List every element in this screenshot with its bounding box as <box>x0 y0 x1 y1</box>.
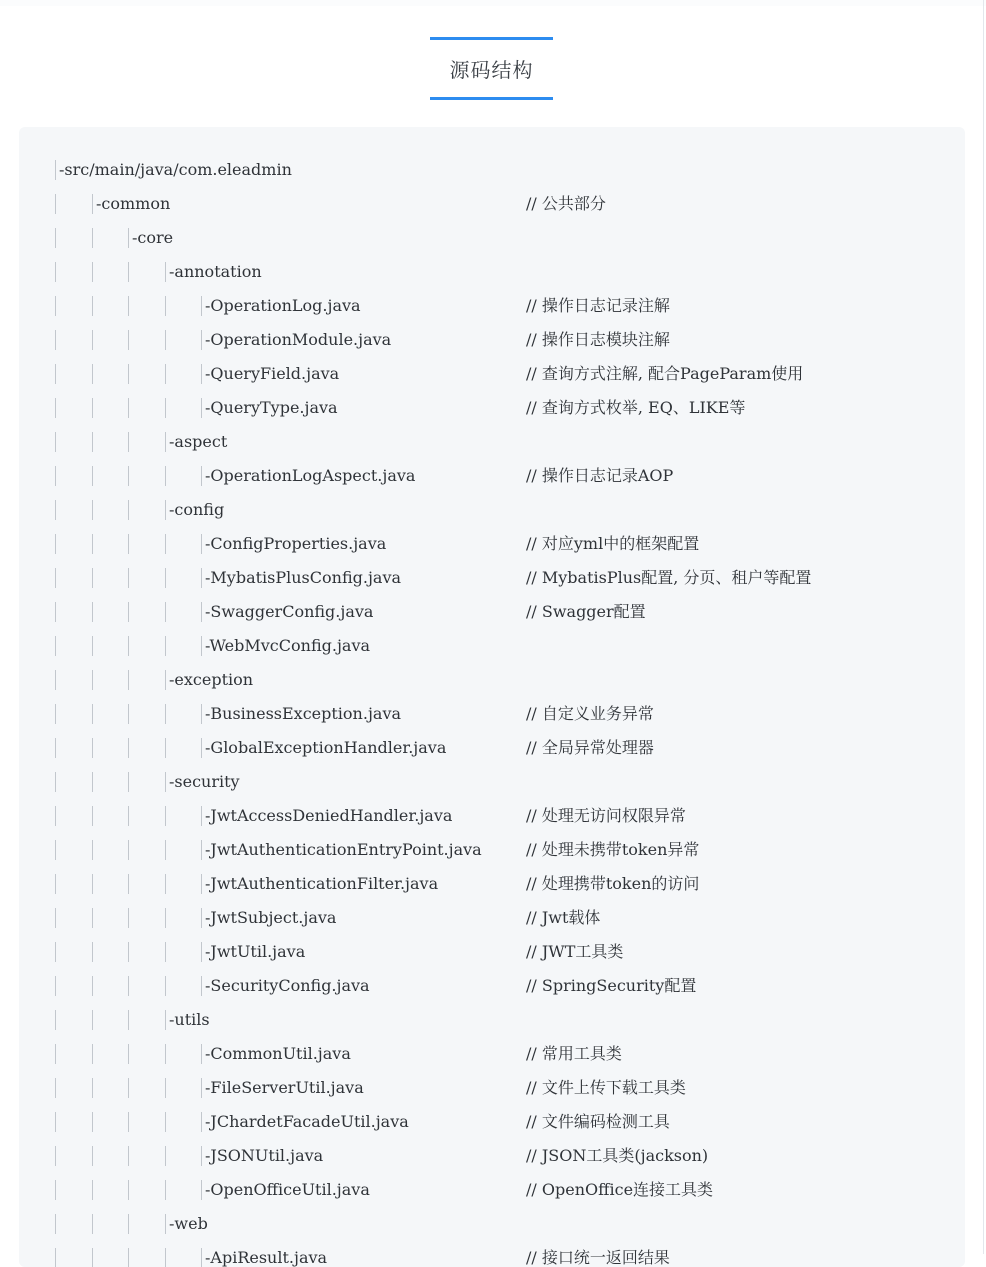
tree-guide-bar <box>128 840 129 860</box>
tree-node-comment: // 查询方式枚举, EQ、LIKE等 <box>526 398 746 417</box>
tree-guide-bar <box>128 466 129 486</box>
tree-line <box>19 935 965 969</box>
tree-guide-bar <box>128 1078 129 1098</box>
tree-guide-bar <box>128 568 129 588</box>
tree-node-name: -JwtAccessDeniedHandler.java <box>205 806 453 825</box>
tree-guide-bar <box>165 500 166 520</box>
tree-node-name: -JSONUtil.java <box>205 1146 324 1165</box>
tree-guide-bar <box>165 908 166 928</box>
tree-node-name: -exception <box>169 670 254 689</box>
tree-guide-bar <box>55 160 56 180</box>
tree-line <box>19 1139 965 1173</box>
tree-line <box>19 969 965 1003</box>
tree-guide-bar <box>55 1078 56 1098</box>
tree-node-comment: // Swagger配置 <box>526 602 646 621</box>
tree-node-name: -SwaggerConfig.java <box>205 602 374 621</box>
tree-node-comment: // 对应yml中的框架配置 <box>526 534 700 553</box>
tree-line <box>19 731 965 765</box>
tree-guide-bar <box>128 602 129 622</box>
tree-guide-bar <box>55 636 56 656</box>
tree-guide-bar <box>92 1010 93 1030</box>
tree-guide-bar <box>165 976 166 996</box>
tree-guide-bar <box>165 636 166 656</box>
tree-guide-bar <box>201 398 202 418</box>
tree-line <box>19 425 965 459</box>
tree-node-comment: // 操作日志记录注解 <box>526 296 670 315</box>
tree-line <box>19 1037 965 1071</box>
tree-node-name: -OperationLogAspect.java <box>205 466 416 485</box>
tree-guide-bar <box>128 1214 129 1234</box>
tree-line <box>19 833 965 867</box>
tree-guide-bar <box>55 364 56 384</box>
tree-guide-bar <box>201 364 202 384</box>
tree-node-comment: // 查询方式注解, 配合PageParam使用 <box>526 364 804 383</box>
tree-guide-bar <box>165 942 166 962</box>
tree-guide-bar <box>128 1010 129 1030</box>
tree-guide-bar <box>128 704 129 724</box>
tree-node-name: -JwtAuthenticationFilter.java <box>205 874 439 893</box>
tree-guide-bar <box>55 704 56 724</box>
tree-guide-bar <box>128 228 129 248</box>
tree-guide-bar <box>165 1112 166 1132</box>
tree-guide-bar <box>128 772 129 792</box>
tree-line <box>19 1173 965 1207</box>
tree-guide-bar <box>165 1248 166 1267</box>
tree-node-comment: // 文件上传下载工具类 <box>526 1078 686 1097</box>
tree-guide-bar <box>55 840 56 860</box>
tree-line <box>19 629 965 663</box>
tree-node-comment: // SpringSecurity配置 <box>526 976 697 995</box>
tree-guide-bar <box>55 1044 56 1064</box>
section-title-box <box>430 37 553 100</box>
tree-node-name: -QueryField.java <box>205 364 340 383</box>
tree-guide-bar <box>55 670 56 690</box>
tree-guide-bar <box>201 1078 202 1098</box>
section-title: 源码结构 <box>449 58 534 82</box>
tree-guide-bar <box>165 398 166 418</box>
tree-guide-bar <box>92 262 93 282</box>
tree-line <box>19 357 965 391</box>
tree-guide-bar <box>201 636 202 656</box>
tree-guide-bar <box>92 976 93 996</box>
tree-node-name: -config <box>169 500 225 519</box>
tree-guide-bar <box>165 704 166 724</box>
tree-guide-bar <box>92 398 93 418</box>
tree-guide-bar <box>92 194 93 214</box>
page-top-edge <box>0 0 986 6</box>
tree-guide-bar <box>165 1146 166 1166</box>
tree-node-name: -core <box>132 228 174 247</box>
tree-guide-bar <box>165 364 166 384</box>
tree-guide-bar <box>55 330 56 350</box>
tree-guide-bar <box>201 568 202 588</box>
tree-node-name: -JwtUtil.java <box>205 942 306 961</box>
tree-guide-bar <box>128 670 129 690</box>
tree-guide-bar <box>165 602 166 622</box>
tree-line <box>19 221 965 255</box>
tree-guide-bar <box>201 908 202 928</box>
tree-node-comment: // JSON工具类(jackson) <box>526 1146 709 1165</box>
tree-node-comment: // 常用工具类 <box>526 1044 622 1063</box>
tree-guide-bar <box>92 296 93 316</box>
tree-guide-bar <box>55 942 56 962</box>
tree-node-comment: // 公共部分 <box>526 194 606 213</box>
tree-guide-bar <box>165 534 166 554</box>
tree-node-name: -aspect <box>169 432 228 451</box>
tree-guide-bar <box>128 1146 129 1166</box>
tree-line <box>19 799 965 833</box>
tree-guide-bar <box>201 874 202 894</box>
tree-guide-bar <box>55 466 56 486</box>
tree-guide-bar <box>55 262 56 282</box>
source-tree <box>19 153 965 1267</box>
tree-guide-bar <box>128 1248 129 1267</box>
tree-guide-bar <box>165 466 166 486</box>
tree-node-name: -BusinessException.java <box>205 704 402 723</box>
tree-guide-bar <box>165 296 166 316</box>
tree-node-name: -OpenOfficeUtil.java <box>205 1180 370 1199</box>
tree-guide-bar <box>165 568 166 588</box>
tree-guide-bar <box>92 500 93 520</box>
tree-guide-bar <box>165 1010 166 1030</box>
tree-guide-bar <box>128 976 129 996</box>
tree-line <box>19 697 965 731</box>
tree-guide-bar <box>92 1044 93 1064</box>
tree-guide-bar <box>55 806 56 826</box>
tree-guide-bar <box>128 500 129 520</box>
tree-guide-bar <box>128 636 129 656</box>
tree-node-name: -JwtAuthenticationEntryPoint.java <box>205 840 482 859</box>
tree-guide-bar <box>55 1214 56 1234</box>
tree-guide-bar <box>55 908 56 928</box>
tree-node-name: -common <box>96 194 171 213</box>
tree-node-name: -ConfigProperties.java <box>205 534 387 553</box>
tree-line <box>19 663 965 697</box>
tree-node-name: -SecurityConfig.java <box>205 976 370 995</box>
tree-guide-bar <box>128 874 129 894</box>
tree-line <box>19 765 965 799</box>
tree-node-name: -annotation <box>169 262 262 281</box>
tree-guide-bar <box>165 738 166 758</box>
tree-guide-bar <box>128 534 129 554</box>
tree-guide-bar <box>92 704 93 724</box>
tree-guide-bar <box>55 1248 56 1267</box>
tree-guide-bar <box>128 1180 129 1200</box>
tree-node-comment: // 全局异常处理器 <box>526 738 654 757</box>
tree-guide-bar <box>92 1078 93 1098</box>
tree-node-name: -web <box>169 1214 208 1233</box>
tree-guide-bar <box>92 228 93 248</box>
tree-guide-bar <box>55 976 56 996</box>
tree-node-name: -security <box>169 772 240 791</box>
tree-guide-bar <box>55 1180 56 1200</box>
tree-guide-bar <box>128 1044 129 1064</box>
tree-line <box>19 867 965 901</box>
tree-line <box>19 595 965 629</box>
tree-guide-bar <box>165 772 166 792</box>
tree-line <box>19 561 965 595</box>
tree-guide-bar <box>92 364 93 384</box>
tree-guide-bar <box>201 1248 202 1267</box>
tree-guide-bar <box>165 1078 166 1098</box>
tree-guide-bar <box>165 1180 166 1200</box>
tree-guide-bar <box>55 500 56 520</box>
tree-guide-bar <box>128 296 129 316</box>
tree-guide-bar <box>165 874 166 894</box>
tree-guide-bar <box>55 296 56 316</box>
tree-node-comment: // 处理未携带token异常 <box>526 840 700 859</box>
tree-guide-bar <box>92 874 93 894</box>
tree-guide-bar <box>92 330 93 350</box>
tree-guide-bar <box>92 602 93 622</box>
tree-line <box>19 901 965 935</box>
tree-line <box>19 255 965 289</box>
tree-node-comment: // 文件编码检测工具 <box>526 1112 670 1131</box>
tree-guide-bar <box>201 1044 202 1064</box>
tree-guide-bar <box>201 942 202 962</box>
tree-guide-bar <box>55 602 56 622</box>
tree-guide-bar <box>92 840 93 860</box>
tree-line <box>19 323 965 357</box>
tree-guide-bar <box>201 534 202 554</box>
tree-line <box>19 1003 965 1037</box>
tree-node-comment: // 接口统一返回结果 <box>526 1248 670 1267</box>
tree-guide-bar <box>55 194 56 214</box>
tree-line <box>19 289 965 323</box>
tree-guide-bar <box>201 466 202 486</box>
tree-guide-bar <box>165 840 166 860</box>
tree-guide-bar <box>128 942 129 962</box>
tree-node-name: -ApiResult.java <box>205 1248 328 1267</box>
tree-guide-bar <box>92 772 93 792</box>
tree-guide-bar <box>92 1248 93 1267</box>
tree-guide-bar <box>128 738 129 758</box>
tree-guide-bar <box>92 1112 93 1132</box>
tree-guide-bar <box>128 398 129 418</box>
tree-node-comment: // Jwt载体 <box>526 908 601 927</box>
tree-guide-bar <box>165 1214 166 1234</box>
tree-guide-bar <box>201 296 202 316</box>
tree-node-name: -QueryType.java <box>205 398 338 417</box>
tree-guide-bar <box>165 806 166 826</box>
tree-guide-bar <box>165 432 166 452</box>
tree-guide-bar <box>55 1146 56 1166</box>
tree-guide-bar <box>201 1112 202 1132</box>
tree-guide-bar <box>128 432 129 452</box>
tree-guide-bar <box>55 738 56 758</box>
tree-node-comment: // 处理携带token的访问 <box>526 874 700 893</box>
tree-guide-bar <box>92 636 93 656</box>
tree-node-comment: // 自定义业务异常 <box>526 704 654 723</box>
code-block <box>19 127 965 1267</box>
tree-guide-bar <box>128 330 129 350</box>
tree-node-name: -OperationModule.java <box>205 330 392 349</box>
tree-line <box>19 391 965 425</box>
tree-guide-bar <box>55 534 56 554</box>
tree-guide-bar <box>201 738 202 758</box>
tree-line <box>19 1071 965 1105</box>
tree-guide-bar <box>128 1112 129 1132</box>
tree-guide-bar <box>165 330 166 350</box>
tree-node-name: -FileServerUtil.java <box>205 1078 364 1097</box>
tree-guide-bar <box>201 840 202 860</box>
tree-guide-bar <box>55 874 56 894</box>
tree-node-name: -OperationLog.java <box>205 296 361 315</box>
tree-guide-bar <box>201 330 202 350</box>
tree-line <box>19 187 965 221</box>
tree-guide-bar <box>201 806 202 826</box>
tree-guide-bar <box>92 1214 93 1234</box>
tree-line <box>19 1207 965 1241</box>
tree-guide-bar <box>201 1180 202 1200</box>
tree-guide-bar <box>92 466 93 486</box>
tree-guide-bar <box>92 568 93 588</box>
tree-guide-bar <box>201 976 202 996</box>
tree-guide-bar <box>55 1010 56 1030</box>
tree-guide-bar <box>55 432 56 452</box>
tree-guide-bar <box>55 398 56 418</box>
tree-guide-bar <box>201 1146 202 1166</box>
tree-guide-bar <box>92 670 93 690</box>
tree-node-comment: // 操作日志记录AOP <box>526 466 674 485</box>
tree-node-name: -WebMvcConfig.java <box>205 636 371 655</box>
tree-line <box>19 1241 965 1267</box>
tree-guide-bar <box>128 262 129 282</box>
tree-guide-bar <box>92 1146 93 1166</box>
page-right-border <box>983 0 984 1254</box>
tree-node-comment: // MybatisPlus配置, 分页、租户等配置 <box>526 568 812 587</box>
tree-node-name: -JwtSubject.java <box>205 908 337 927</box>
tree-guide-bar <box>128 806 129 826</box>
tree-guide-bar <box>55 1112 56 1132</box>
tree-node-comment: // 处理无访问权限异常 <box>526 806 686 825</box>
tree-guide-bar <box>165 1044 166 1064</box>
tree-guide-bar <box>92 806 93 826</box>
tree-guide-bar <box>165 670 166 690</box>
tree-guide-bar <box>92 738 93 758</box>
tree-node-name: -JChardetFacadeUtil.java <box>205 1112 409 1131</box>
tree-guide-bar <box>92 432 93 452</box>
tree-node-comment: // 操作日志模块注解 <box>526 330 670 349</box>
tree-node-name: -src/main/java/com.eleadmin <box>59 160 292 179</box>
tree-guide-bar <box>55 568 56 588</box>
tree-line <box>19 153 965 187</box>
tree-guide-bar <box>92 534 93 554</box>
tree-node-name: -CommonUtil.java <box>205 1044 351 1063</box>
tree-guide-bar <box>55 228 56 248</box>
tree-node-name: -GlobalExceptionHandler.java <box>205 738 447 757</box>
tree-guide-bar <box>128 364 129 384</box>
tree-guide-bar <box>201 704 202 724</box>
tree-node-comment: // JWT工具类 <box>526 942 624 961</box>
tree-node-name: -utils <box>169 1010 210 1029</box>
tree-line <box>19 527 965 561</box>
tree-node-name: -MybatisPlusConfig.java <box>205 568 402 587</box>
tree-node-comment: // OpenOffice连接工具类 <box>526 1180 714 1199</box>
tree-line <box>19 493 965 527</box>
tree-guide-bar <box>128 908 129 928</box>
tree-guide-bar <box>201 602 202 622</box>
tree-guide-bar <box>92 942 93 962</box>
tree-guide-bar <box>92 908 93 928</box>
tree-guide-bar <box>165 262 166 282</box>
tree-guide-bar <box>92 1180 93 1200</box>
tree-line <box>19 459 965 493</box>
tree-line <box>19 1105 965 1139</box>
tree-guide-bar <box>55 772 56 792</box>
